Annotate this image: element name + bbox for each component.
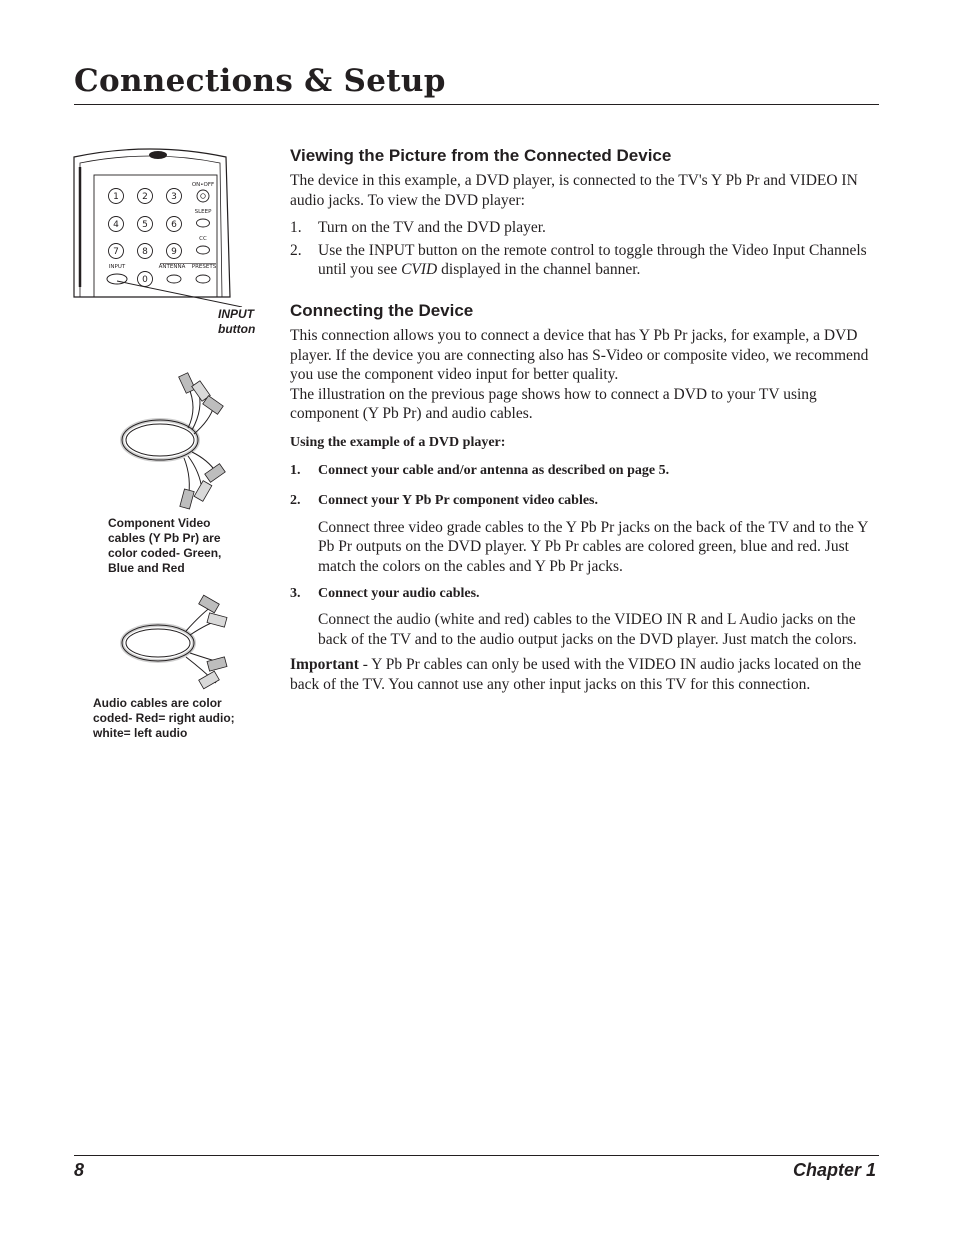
main-content [290, 146, 880, 694]
example-lead: Using the example of a DVD player: [290, 434, 506, 450]
sleep-label: SLEEP [194, 209, 212, 215]
key-9: 9 [171, 247, 177, 257]
page-number: 8 [74, 1160, 85, 1180]
page-title: Connections & Setup [74, 63, 446, 99]
footer-divider [74, 1155, 879, 1156]
viewing-steps-list [290, 218, 880, 280]
key-3: 3 [171, 192, 177, 202]
title-divider [74, 104, 879, 105]
section-heading-connecting: Connecting the Device [290, 300, 474, 320]
remote-control-illustration [70, 147, 255, 307]
audio-cables-illustration [118, 593, 238, 693]
key-4: 4 [113, 220, 119, 230]
step-2-body: Connect three video grade cables to the Y Pb Pr jacks on the back of the TV and to the Y Pb Pr outputs on the DVD player. Y Pb Pr cables are colored green, blue and red. Just match the colors on the cables and Y Pb Pr jacks. [318, 518, 868, 575]
section-connecting [290, 301, 880, 695]
component-cables-caption: Component Video cables (Y Pb Pr) are color coded- Green, Blue and Red [108, 516, 222, 575]
on-off-label: ON•OFF [191, 182, 215, 188]
presets-label: PRESETS [191, 264, 217, 270]
antenna-label: ANTENNA [158, 264, 186, 270]
section-heading-viewing: Viewing the Picture from the Connected Device [290, 146, 672, 165]
component-cables-illustration [118, 368, 238, 513]
section2-para2: The illustration on the previous page shows how to connect a DVD to your TV using component (Y Pb Pr) and audio cables. [290, 385, 817, 423]
list-item: 1. Turn on the TV and the DVD player. [290, 219, 546, 237]
key-5: 5 [142, 220, 148, 230]
key-1: 1 [113, 192, 119, 202]
input-label: INPUT [108, 264, 126, 270]
section1-intro: The device in this example, a DVD player, is connected to the TV's Y Pb Pr and VIDEO IN audio jacks. To view the DVD player: [290, 172, 858, 209]
key-2: 2 [142, 192, 148, 202]
step-3-title: 3. Connect your audio cables. [290, 585, 480, 601]
input-button-caption: INPUT button [218, 307, 256, 336]
important-note: Important - Y Pb Pr cables can only be used with the VIDEO IN audio jacks located on the back of the TV. You cannot use any other input jacks on this TV for this connection. [290, 656, 862, 693]
audio-cables-caption: Audio cables are color coded- Red= right audio; white= left audio [93, 696, 235, 740]
key-8: 8 [142, 247, 148, 257]
step-1-title: 1. Connect your cable and/or antenna as described on page 5. [290, 462, 670, 478]
cc-label: CC [199, 236, 207, 242]
section2-para1: This connection allows you to connect a device that has Y Pb Pr jacks, for example, a DVD player. If the device you are connecting also has S-Video or composite video, we recommend you use the component video input for better quality. [290, 326, 869, 384]
key-0: 0 [142, 275, 148, 285]
figure-column [70, 140, 270, 760]
chapter-label: Chapter 1 [792, 1160, 876, 1180]
step-3-body: Connect the audio (white and red) cables to the VIDEO IN R and L Audio jacks on the back of the TV and to the audio output jacks on the DVD player. Just match the colors. [318, 611, 857, 648]
step-2-title: 2. Connect your Y Pb Pr component video cables. [290, 493, 598, 509]
list-item: 2. Use the INPUT button on the remote control to toggle through the Video Input Channels until you see CVID displayed in the channel banner. [290, 241, 867, 279]
key-6: 6 [171, 220, 177, 230]
cvid-term: CVID [401, 261, 438, 279]
key-7: 7 [113, 247, 119, 257]
